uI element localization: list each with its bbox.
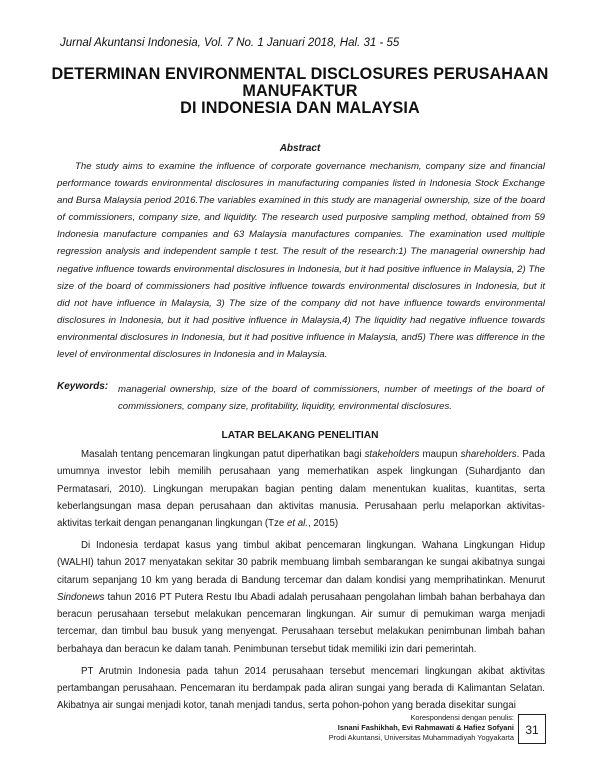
- abstract-block: [57, 158, 545, 363]
- title-line-2: MANUFAKTUR: [242, 82, 358, 100]
- abstract-heading: Abstract: [279, 143, 321, 154]
- p1-text-e: . Pada umumnya investor lebih memilih perusahaan yang memerhatikan aspek lingkungan (Suhardjanto dan Permatasari, 2010). Lingkungan merupakan bagian penting dalam menentukan kualitas, kuantitas, serta keberlangsungan masa depan perusahaan dan aktivitas manusia. Perusahaan perlu melaporkan aktivitas-aktivitas terkait dengan penanganan lingkungan (Tze: [57, 449, 545, 530]
- p1-italic-shareholders: shareholders: [460, 449, 517, 460]
- p1-text-g: , 2015): [307, 518, 339, 530]
- section-heading: LATAR BELAKANG PENELITIAN: [221, 430, 379, 441]
- keywords-text: managerial ownership, size of the board of commissioners, number of meetings of the board of commissioners, company size, profitability, liquidity, environmental disclosures.: [118, 384, 544, 413]
- author-affiliation: Prodi Akuntansi, Universitas Muhammadiyah Yogyakarta: [328, 733, 514, 743]
- author-names: Isnani Fashikhah, Evi Rahmawati & Hafiez Sofyani: [337, 723, 514, 733]
- p1-text-a: Masalah tentang pencemaran lingkungan patut diperhatikan bagi: [81, 449, 365, 460]
- p2-text-a: Di Indonesia terdapat kasus yang timbul akibat pencemaran lingkungan. Wahana Lingkungan Hidup (WALHI) tahun 2017 menyatakan sekitar 30 pabrik membuang limbah sembarangan ke sungai akibatnya sungai citarum sepanjang 10 km yang berada di Bandung tercemar dan dalam kondisi yang memprihatinkan. Menurut: [57, 539, 545, 586]
- article-title: [40, 66, 560, 117]
- journal-header: Jurnal Akuntansi Indonesia, Vol. 7 No. 1 Januari 2018, Hal. 31 - 55: [60, 37, 400, 49]
- p1-italic-etal: et al.: [286, 518, 308, 530]
- p1-italic-stakeholders: stakeholders: [364, 449, 420, 460]
- correspondence-footer: [329, 713, 514, 744]
- body-text: [57, 446, 545, 719]
- keywords-label: Keywords:: [57, 381, 109, 392]
- p1-text-c: maupun: [419, 449, 461, 460]
- paragraph-3: PT Arutmin Indonesia pada tahun 2014 perusahaan tersebut mencemari lingkungan akibat aktivitas pertambangan perusahaan. Pencemaran itu berdampak pada aliran sungai yang berada di Kalimantan Selatan. Akibatnya air sungai menjadi kotor, tanah menjadi tandus, serta pohon-pohon yang berada disekitar sungai: [57, 665, 545, 712]
- abstract-text: The study aims to examine the influence of corporate governance mechanism, company size and financial performance towards environmental disclosures in manufacturing companies listed in Indonesia Stock Exchange and Bursa Malaysia period 2016.The variables examined in this study are managerial ownership, size of the board of commissioners, company size, and liquidity. The research used purposive sampling method, obtained from 59 Indonesia manufacture companies and 63 Malaysia manufactures companies. The examination used multiple regression analysis and independent sample t test. The result of the research:1) The managerial ownership had negative influence towards environmental disclosures in Indonesia, but it had positive influence in Malaysia, 2) The size of the board of commissioners had positive influence towards environmental disclosures in Indonesia, but it did not have influence in Malaysia, 3) The size of the company did not have influence towards environmental disclosures in Indonesia, but it had positive influence in Malaysia,4) The liquidity had negative influence towards environmental disclosures in Indonesia, but it had positive influence in Malaysia, and5) There was difference in the level of environmental disclosures in Indonesia and in Malaysia.: [57, 161, 545, 361]
- title-line-1: DETERMINAN ENVIRONMENTAL DISCLOSURES PERUSAHAAN: [51, 65, 549, 83]
- correspondence-label: Korespondensi dengan penulis:: [410, 713, 514, 722]
- paragraph-2: [57, 537, 545, 658]
- paragraph-1: [57, 446, 545, 532]
- title-line-3: DI INDONESIA DAN MALAYSIA: [180, 99, 420, 117]
- p2-italic-sindonews: Sindonews: [57, 591, 105, 603]
- p2-text-c: tahun 2016 PT Putera Restu Ibu Abadi adalah perusahaan pengolahan limbah bahan berbahaya dan beracun perusahaan tersebut melakukan pencemaran lingkungan. Air sumur di pemukiman warga menjadi tercemar, dan timbul bau busuk yang menyengat. Perusahaan tersebut melakukan penimbunan limbah bahan berbahaya dan beracun ke dalam tanah. Penimbunan tersebut tidak memiliki izin dari pemerintah.: [57, 591, 545, 655]
- page-number: 31: [518, 714, 546, 744]
